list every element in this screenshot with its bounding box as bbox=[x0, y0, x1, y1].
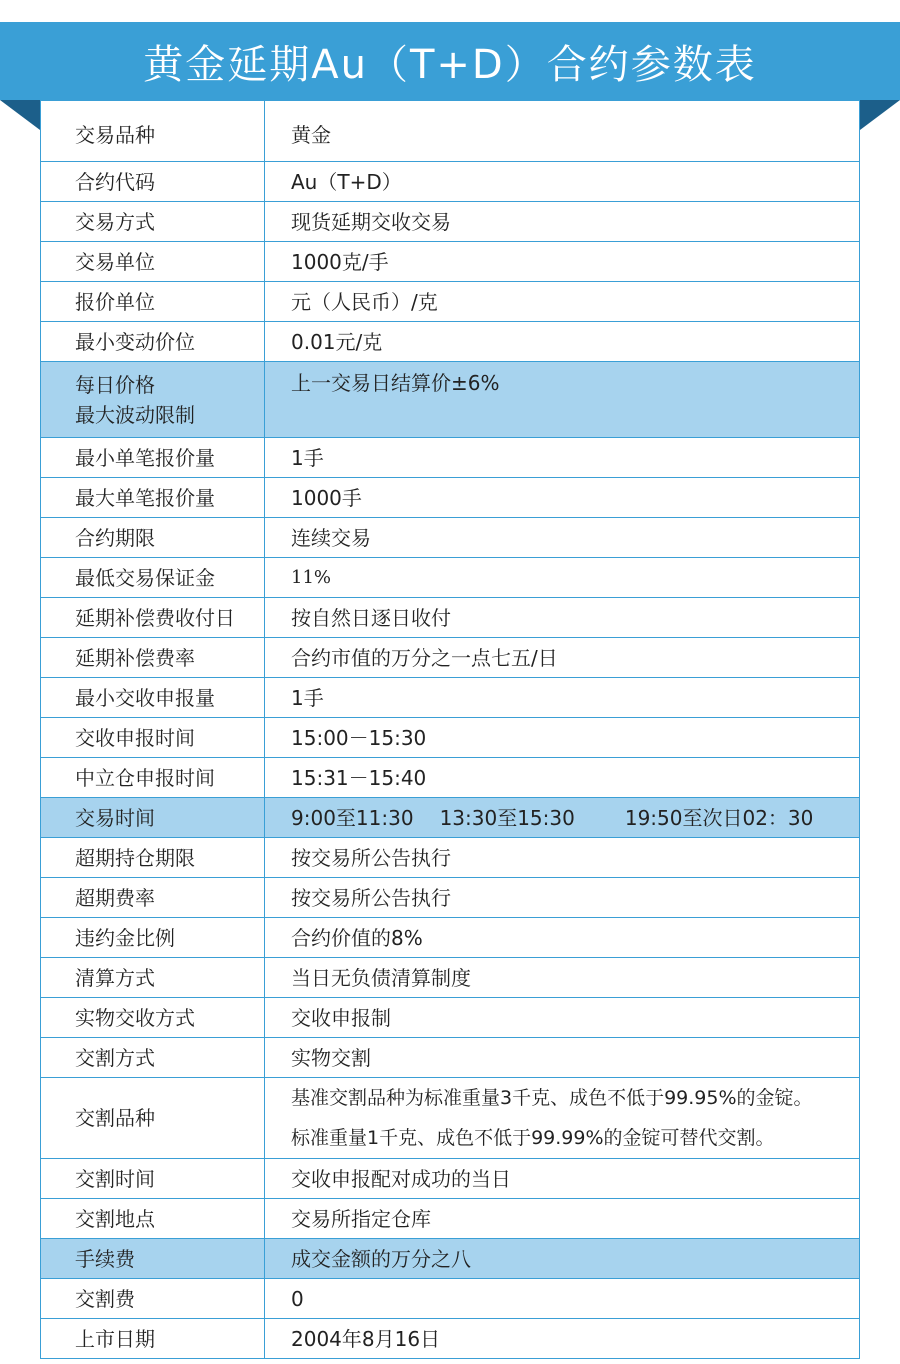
param-name: 交易品种 bbox=[41, 101, 265, 162]
param-value: 1手 bbox=[265, 678, 860, 718]
param-name: 交易时间 bbox=[41, 798, 265, 838]
table-row bbox=[41, 678, 860, 718]
param-value: 0 bbox=[265, 1279, 860, 1319]
param-value-trading-hours bbox=[265, 798, 860, 838]
table-row bbox=[41, 878, 860, 918]
param-value: 合约价值的8% bbox=[265, 918, 860, 958]
param-value: 交易所指定仓库 bbox=[265, 1199, 860, 1239]
table-row bbox=[41, 242, 860, 282]
param-value: 交收申报制 bbox=[265, 998, 860, 1038]
param-value: 成交金额的万分之八 bbox=[265, 1239, 860, 1279]
param-name: 最大单笔报价量 bbox=[41, 478, 265, 518]
table-row bbox=[41, 478, 860, 518]
table-row bbox=[41, 162, 860, 202]
param-value: 连续交易 bbox=[265, 518, 860, 558]
param-name: 交收申报时间 bbox=[41, 718, 265, 758]
param-value: 合约市值的万分之一点七五/日 bbox=[265, 638, 860, 678]
table-row bbox=[41, 598, 860, 638]
param-value bbox=[265, 1078, 860, 1159]
table-row bbox=[41, 758, 860, 798]
param-value: 交收申报配对成功的当日 bbox=[265, 1159, 860, 1199]
table-row bbox=[41, 1199, 860, 1239]
param-value: Au（T+D） bbox=[265, 162, 860, 202]
param-name: 交易单位 bbox=[41, 242, 265, 282]
param-value-line: 基准交割品种为标准重量3千克、成色不低于99.95%的金锭。 bbox=[291, 1087, 813, 1109]
param-value: 1手 bbox=[265, 438, 860, 478]
param-value: 11% bbox=[265, 558, 860, 598]
trading-session-day: 9:00至11:30 bbox=[291, 805, 414, 830]
table-row bbox=[41, 958, 860, 998]
param-name: 交割品种 bbox=[41, 1078, 265, 1159]
table-row bbox=[41, 202, 860, 242]
param-name-line: 每日价格 bbox=[75, 372, 155, 397]
param-value: 按交易所公告执行 bbox=[265, 838, 860, 878]
param-name: 延期补偿费收付日 bbox=[41, 598, 265, 638]
param-name: 交割方式 bbox=[41, 1038, 265, 1078]
table-row bbox=[41, 438, 860, 478]
param-name: 实物交收方式 bbox=[41, 998, 265, 1038]
param-name: 交割费 bbox=[41, 1279, 265, 1319]
title-banner bbox=[0, 22, 900, 100]
param-name: 超期费率 bbox=[41, 878, 265, 918]
param-value: 15:00－15:30 bbox=[265, 718, 860, 758]
param-name: 手续费 bbox=[41, 1239, 265, 1279]
param-value: 元（人民币）/克 bbox=[265, 282, 860, 322]
param-name: 违约金比例 bbox=[41, 918, 265, 958]
banner-fold-left bbox=[0, 100, 40, 130]
param-name: 报价单位 bbox=[41, 282, 265, 322]
param-name: 延期补偿费率 bbox=[41, 638, 265, 678]
table-row bbox=[41, 838, 860, 878]
table-row bbox=[41, 558, 860, 598]
banner-fold-right bbox=[860, 100, 900, 130]
contract-parameter-table bbox=[40, 100, 860, 1359]
table-row bbox=[41, 518, 860, 558]
param-name: 最小变动价位 bbox=[41, 322, 265, 362]
param-value: 实物交割 bbox=[265, 1038, 860, 1078]
param-name-line: 最大波动限制 bbox=[75, 402, 195, 427]
param-value: 1000克/手 bbox=[265, 242, 860, 282]
param-value: 当日无负债清算制度 bbox=[265, 958, 860, 998]
param-value: 2004年8月16日 bbox=[265, 1319, 860, 1359]
param-name: 合约期限 bbox=[41, 518, 265, 558]
table-row bbox=[41, 101, 860, 162]
table-row bbox=[41, 282, 860, 322]
param-value-line: 标准重量1千克、成色不低于99.99%的金锭可替代交割。 bbox=[291, 1127, 775, 1149]
param-name: 最小单笔报价量 bbox=[41, 438, 265, 478]
param-name: 中立仓申报时间 bbox=[41, 758, 265, 798]
table-row bbox=[41, 1319, 860, 1359]
param-name: 交易方式 bbox=[41, 202, 265, 242]
trading-session-afternoon: 13:30至15:30 bbox=[439, 805, 575, 830]
param-value: 1000手 bbox=[265, 478, 860, 518]
param-value: 现货延期交收交易 bbox=[265, 202, 860, 242]
param-name: 超期持仓期限 bbox=[41, 838, 265, 878]
table-row bbox=[41, 638, 860, 678]
param-value: 按交易所公告执行 bbox=[265, 878, 860, 918]
table-row-highlighted bbox=[41, 362, 860, 438]
param-name: 合约代码 bbox=[41, 162, 265, 202]
table-row-highlighted bbox=[41, 798, 860, 838]
param-name: 交割时间 bbox=[41, 1159, 265, 1199]
table-row bbox=[41, 718, 860, 758]
param-name: 清算方式 bbox=[41, 958, 265, 998]
table-row bbox=[41, 1038, 860, 1078]
param-value: 0.01元/克 bbox=[265, 322, 860, 362]
table-row bbox=[41, 322, 860, 362]
param-value: 上一交易日结算价±6% bbox=[265, 362, 860, 438]
contract-table-wrapper bbox=[40, 100, 860, 1359]
table-row bbox=[41, 1078, 860, 1159]
param-name: 最低交易保证金 bbox=[41, 558, 265, 598]
table-row bbox=[41, 1159, 860, 1199]
table-row bbox=[41, 918, 860, 958]
param-name bbox=[41, 362, 265, 438]
param-name: 交割地点 bbox=[41, 1199, 265, 1239]
param-name: 上市日期 bbox=[41, 1319, 265, 1359]
param-value: 按自然日逐日收付 bbox=[265, 598, 860, 638]
trading-session-night: 19:50至次日02：30 bbox=[624, 805, 814, 830]
table-row bbox=[41, 1279, 860, 1319]
table-row bbox=[41, 998, 860, 1038]
page-title: 黄金延期Au（T+D）合约参数表 bbox=[143, 41, 757, 88]
param-name: 最小交收申报量 bbox=[41, 678, 265, 718]
param-value: 15:31－15:40 bbox=[265, 758, 860, 798]
table-row-highlighted bbox=[41, 1239, 860, 1279]
param-value: 黄金 bbox=[265, 101, 860, 162]
